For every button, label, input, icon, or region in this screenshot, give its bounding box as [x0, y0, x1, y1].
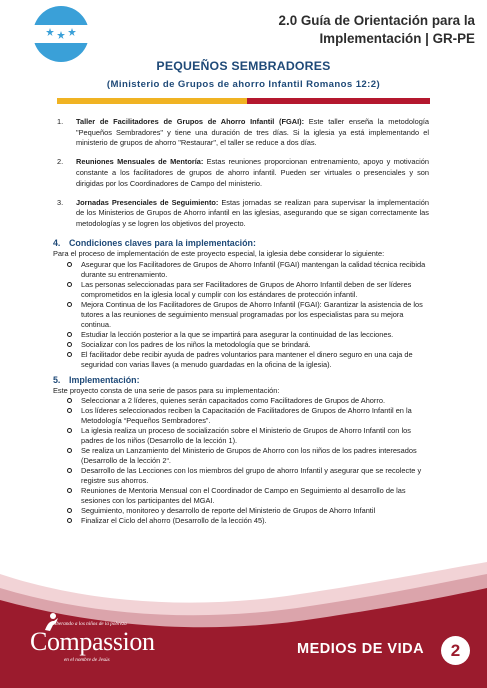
section-5: [53, 375, 429, 526]
list-item: [62, 396, 429, 406]
bullet-circle-icon: [67, 468, 72, 473]
bullet-circle-icon: [67, 448, 72, 453]
section-5-intro: Este proyecto consta de una serie de pasos para su implementación:: [53, 385, 280, 395]
item-lead: Taller de Facilitadores de Grupos de Ahorro Infantil (FGAI):: [76, 117, 305, 126]
heading-text: Implementación:: [69, 374, 140, 385]
section-4: [53, 238, 429, 369]
list-item: [62, 330, 429, 340]
section-title: PEQUEÑOS SEMBRADORES: [156, 59, 331, 73]
divider-gold: [57, 98, 247, 104]
list-item: [62, 280, 429, 300]
bullet-circle-icon: [67, 398, 72, 403]
item-text: Socializar con los padres de los niños la metodología que se brindará.: [81, 339, 311, 349]
item-number: 2.: [57, 157, 64, 167]
item-text: Mejora Continua de los Facilitadores de Grupos de Ahorro Infantil (FGAI): Garantizar la asistencia de los tutores a las reuniones de seguimiento mensual programadas por los especialistas para su mejora continua.: [81, 299, 423, 329]
bullet-circle-icon: [67, 508, 72, 513]
item-lead: Jornadas Presenciales de Seguimiento:: [76, 197, 219, 207]
item-text: Los líderes seleccionados reciben la Capacitación de Facilitadores de Grupos de Ahorro Infantil en la Metodología “Pequeños Sembradores”.: [81, 405, 412, 425]
item-text: La iglesia realiza un proceso de socialización sobre el Ministerio de Grupos de Ahorro Infantil con los padres de los niños (Desarrollo de la lección 1).: [81, 425, 411, 445]
item-text: Finalizar el Ciclo del ahorro (Desarrollo de la lección 45).: [81, 515, 267, 525]
section-5-heading: [53, 375, 429, 386]
compassion-logo: [22, 612, 162, 676]
item-text: Asegurar que los Facilitadores de Grupos de Ahorro Infantil (FGAI) mantengan la calidad técnica recibida durante su entrenamiento.: [81, 259, 426, 279]
item-text: Reuniones de Mentoria Mensual con el Coordinador de Campo en Seguimiento al desarrollo de las sesiones con los participantes del MGAI.: [81, 485, 406, 505]
item-lead: Reuniones Mensuales de Mentoría:: [76, 157, 204, 167]
item-text: Desarrollo de las Lecciones con los miembros del grupo de ahorro Infantil y asegurar que se recolecte y registre sus ahorros.: [81, 465, 422, 485]
list-item: [62, 486, 429, 506]
page-number: 2: [441, 636, 470, 665]
numbered-list: [57, 117, 429, 230]
list-item: [62, 426, 429, 446]
list-item: [62, 406, 429, 426]
document-title: [145, 12, 475, 47]
item-number: 3.: [57, 197, 64, 207]
bullet-circle-icon: [67, 518, 72, 523]
list-item: [62, 300, 429, 330]
logo-tagline-top: Liberando a los niños de la pobreza: [52, 621, 127, 627]
item-text: Las personas seleccionadas para ser Facilitadores de Grupos de Ahorro Infantil deben de ser líderes comprometidos en la iglesia local y cumplir con los estándares de protección infantil.: [81, 279, 412, 299]
divider-red: [247, 98, 430, 104]
bullet-circle-icon: [67, 408, 72, 413]
logo-brand-text: Compassion: [30, 627, 155, 656]
item-text: El facilitador debe recibir ayuda de padres voluntarios para mantener el dinero seguro en una caja de seguridad con varias llaves (a menudo guardadas en la oficina de la iglesia).: [81, 349, 413, 369]
bullet-circle-icon: [67, 342, 72, 347]
bullet-circle-icon: [67, 428, 72, 433]
item-text: Seleccionar a 2 líderes, quienes serán capacitados como Facilitadores de Grupos de Ahorro.: [81, 395, 386, 405]
list-item: [62, 350, 429, 370]
item-text: Se realiza un Lanzamiento del Ministerio de Grupos de Ahorro con los niños de los padres interesados (Desarrollo de la lección 2“.: [81, 445, 417, 465]
heading-number: 5.: [53, 374, 61, 385]
list-item: [57, 198, 429, 230]
honduras-flag-icon: [33, 6, 89, 62]
bullet-list: [62, 396, 429, 526]
item-text: Seguimiento, monitoreo y desarrollo de reporte del Ministerio de Grupos de Ahorro Infantil: [81, 505, 376, 515]
bullet-circle-icon: [67, 352, 72, 357]
section-4-intro: Para el proceso de implementación de este proyecto especial, la iglesia debe considerar lo siguiente:: [53, 249, 385, 259]
bullet-list: [62, 260, 429, 370]
document-title-line2: Implementación | GR-PE: [319, 30, 475, 46]
list-item: [62, 466, 429, 486]
list-item: [62, 516, 429, 526]
document-title-line1: 2.0 Guía de Orientación para la: [278, 13, 475, 28]
section-subtitle: (Ministerio de Grupos de ahorro Infantil Romanos 12:2): [106, 79, 381, 90]
bullet-circle-icon: [67, 488, 72, 493]
section-4-heading: [53, 238, 429, 249]
list-item: [62, 506, 429, 516]
list-item: [62, 446, 429, 466]
logo-tagline-bottom: en el nombre de Jesús: [64, 657, 110, 663]
bullet-circle-icon: [67, 262, 72, 267]
bullet-circle-icon: [67, 282, 72, 287]
item-number: 1.: [57, 117, 64, 126]
heading-number: 4.: [53, 238, 61, 249]
item-text: Este taller enseña la metodología "Pequeños Sembradores" y tiene una duración de tres días. Si la iglesia ya está implementando el ministerio de grupos de ahorro "Restaurar", el taller se reduce a dos días.: [76, 117, 429, 148]
document-body: [53, 117, 430, 526]
bullet-circle-icon: [67, 332, 72, 337]
item-text: Estas reuniones proporcionan entrenamiento, apoyo y motivación constante a los facilitadores de grupos de ahorro infantil. Pueden ser virtuales o presenciales y son dirigidas por los Coordinadores de Campo del ministerio.: [76, 157, 429, 188]
list-item: [57, 117, 429, 149]
item-text: Estas jornadas se realizan para supervisar la implementación de los Ministerios de Grupos de Ahorro infantil en las iglesias, asegurando que se sigan correctamente las metodologías y se logren los objetivos del proyecto.: [76, 197, 430, 228]
list-item: [62, 340, 429, 350]
list-item: [62, 260, 429, 280]
footer-label: MEDIOS DE VIDA: [297, 641, 425, 657]
item-text: Estudiar la lección posterior a la que se impartirá para asegurar la continuidad de las lecciones.: [81, 329, 394, 339]
heading-text: Condiciones claves para la implementación:: [69, 238, 256, 249]
list-item: [57, 157, 429, 189]
bullet-circle-icon: [67, 302, 72, 307]
